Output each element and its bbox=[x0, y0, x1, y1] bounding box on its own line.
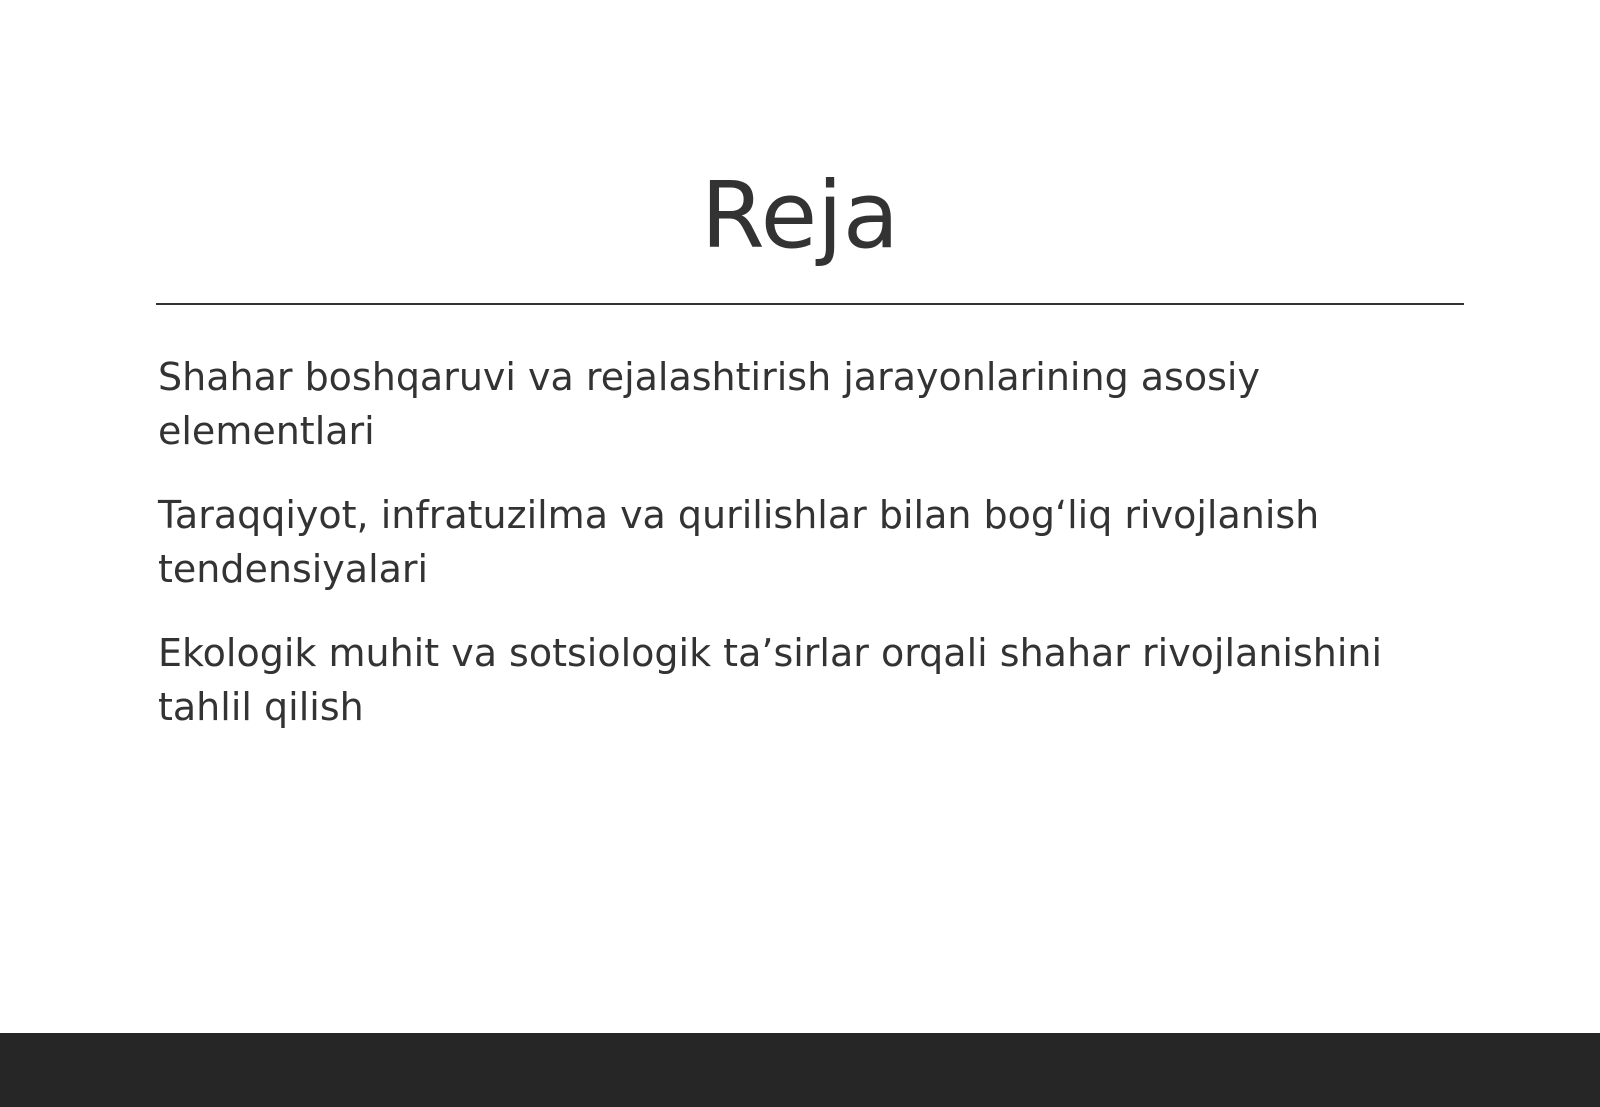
bullet-item: Ekologik muhit va sotsiologik ta’sirlar orqali shahar rivojlanishini tahlil qilish bbox=[158, 631, 1383, 729]
slide-title: Reja bbox=[700, 162, 900, 269]
footer-bar bbox=[0, 1033, 1600, 1107]
bullet-item: Shahar boshqaruvi va rejalashtirish jarayonlarining asosiy elementlari bbox=[158, 355, 1260, 453]
title-divider bbox=[156, 303, 1464, 305]
bullet-list bbox=[158, 350, 1458, 764]
bullet-item: Taraqqiyot, infratuzilma va qurilishlar bilan bog‘liq rivojlanish tendensiyalari bbox=[158, 493, 1320, 591]
